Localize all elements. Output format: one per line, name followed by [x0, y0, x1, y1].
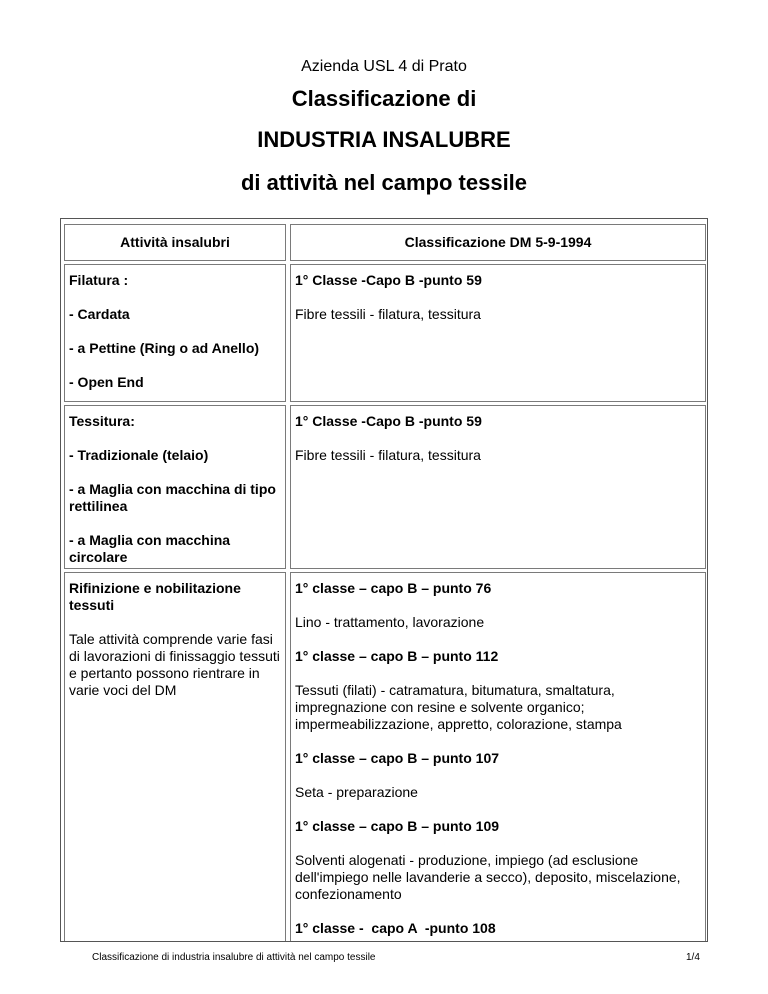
classification-description: Fibre tessili - filatura, tessitura	[295, 447, 481, 463]
classification-description: Fibre tessili - filatura, tessitura	[295, 306, 481, 322]
classification-code: 1° classe – capo B – punto 109	[295, 818, 500, 834]
classification-description: Lino - trattamento, lavorazione	[295, 614, 485, 630]
activity-title: Tessitura:	[69, 413, 135, 429]
activity-title: Rifinizione e nobilitazione tessuti	[69, 580, 241, 613]
classification-description: Solventi alogenati - produzione, impiego (ad esclusione dell'impiego nelle lavanderie a secco), deposito, miscelazione, confezionamento	[295, 852, 681, 902]
table-row-tessitura-activity	[64, 405, 286, 569]
column-header-classification: Classificazione DM 5-9-1994	[290, 224, 706, 261]
classification-description: Tessuti (filati) - catramatura, bitumatura, smaltatura, impregnazione con resine e solvente organico; impermeabilizzazione, appretto, colorazione, stampa	[295, 682, 622, 732]
classification-code: 1° classe – capo B – punto 112	[295, 648, 499, 664]
table-row-tessitura-classification	[290, 405, 706, 569]
activity-subitem: - a Maglia con macchina circolare	[69, 532, 231, 565]
classification-code: 1° classe – capo B – punto 107	[295, 750, 500, 766]
classification-code: 1° Classe -Capo B -punto 59	[295, 272, 482, 288]
footer-document-title: Classificazione di industria insalubre di attività nel campo tessile	[92, 952, 376, 963]
footer-page-number: 1/4	[686, 952, 700, 963]
activity-subitem: - Cardata	[69, 306, 130, 322]
table-row-rifinizione-activity	[64, 572, 286, 942]
classification-code: 1° Classe -Capo B -punto 59	[295, 413, 482, 429]
table-row-filatura-classification	[290, 264, 706, 402]
title-line-3: di attività nel campo tessile	[240, 170, 528, 195]
activity-note: Tale attività comprende varie fasi di lavorazioni di finissaggio tessuti e pertanto possono rientrare in varie voci del DM	[69, 631, 280, 698]
activity-title: Filatura :	[69, 272, 129, 288]
classification-table	[60, 218, 708, 942]
column-header-activities: Attività insalubri	[64, 224, 286, 261]
table-row-rifinizione-classification	[290, 572, 706, 942]
classification-code: 1° classe – capo B – punto 76	[295, 580, 492, 596]
activity-subitem: - Tradizionale (telaio)	[69, 447, 209, 463]
title-line-2: INDUSTRIA INSALUBRE	[257, 127, 511, 152]
table-row-filatura-activity	[64, 264, 286, 402]
classification-description: Seta - preparazione	[295, 784, 418, 800]
activity-subitem: - Open End	[69, 374, 144, 390]
activity-subitem: - a Maglia con macchina di tipo rettilinea	[69, 481, 276, 514]
activity-subitem: - a Pettine (Ring o ad Anello)	[69, 340, 260, 356]
agency-name: Azienda USL 4 di Prato	[301, 58, 467, 75]
title-line-1: Classificazione di	[291, 86, 477, 111]
classification-code: 1° classe - capo A -punto 108	[295, 920, 496, 936]
